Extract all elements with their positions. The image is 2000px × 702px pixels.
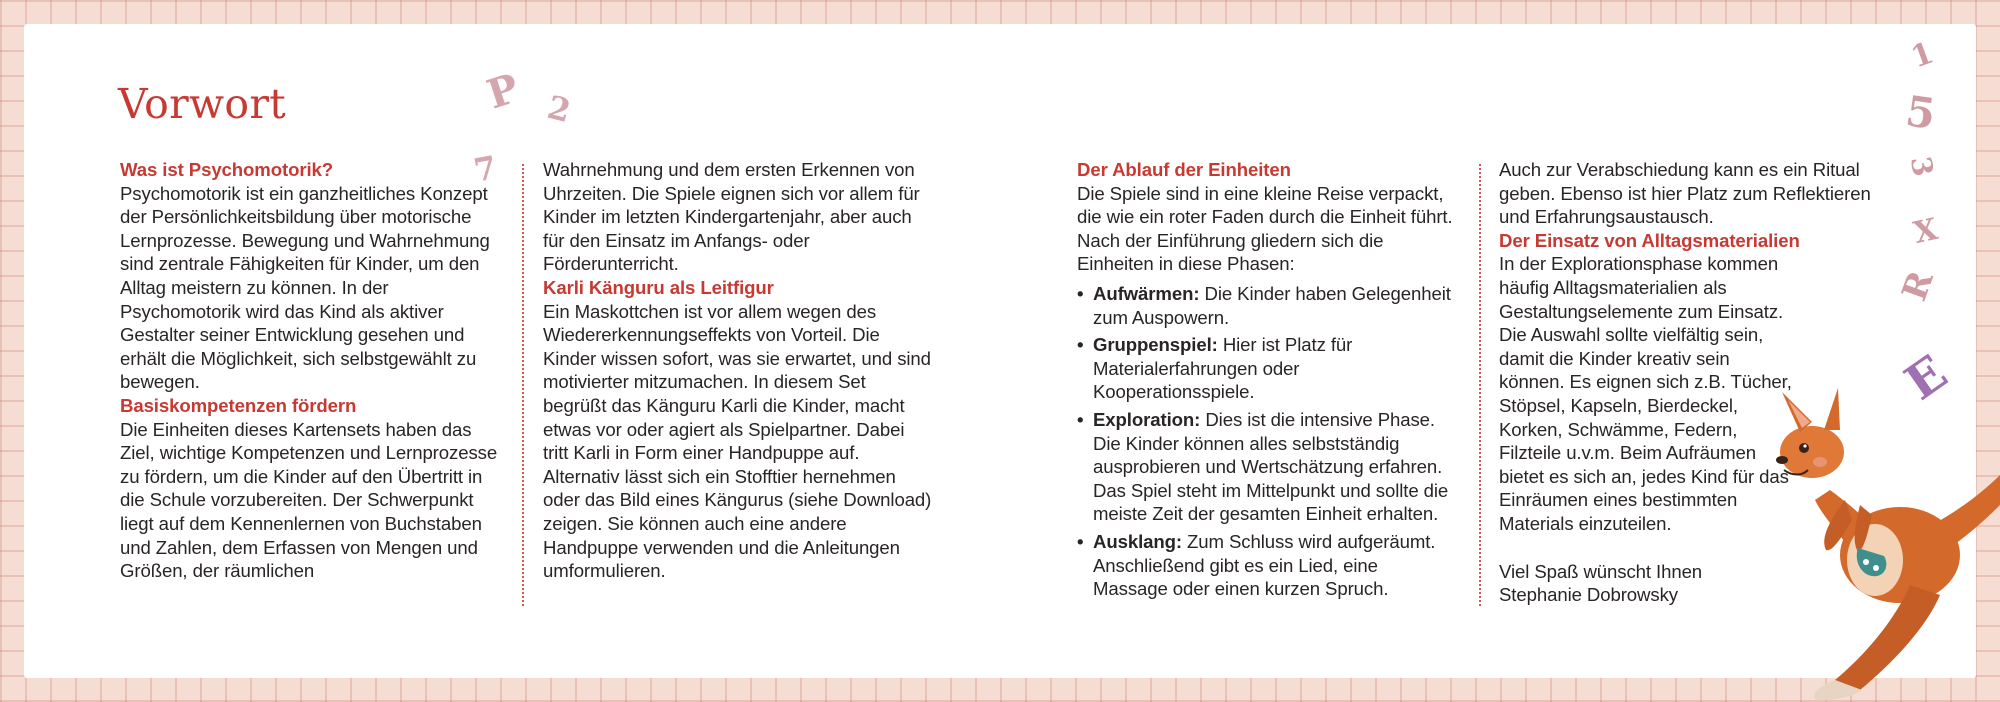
- phase-item: [1077, 333, 1457, 404]
- phase-term: Ausklang:: [1093, 530, 1182, 552]
- phase-term: Gruppenspiel:: [1093, 334, 1218, 356]
- deco-letter-e: E: [1895, 344, 1958, 412]
- phase-text: Hier ist Platz für Materialerfahrungen oder Kooperationsspiele.: [1093, 334, 1353, 403]
- phase-text: Dies ist die intensive Phase. Die Kinder können alles selbstständig ausprobieren und Wertschätzung erfahren. Das Spiel steht im Mittelpunkt und sollte die meiste Zeit der gesamten Einheit erhalten.: [1093, 408, 1449, 525]
- page-title: Vorwort: [118, 80, 287, 128]
- phase-item: [1077, 282, 1457, 329]
- column-divider-1: [522, 164, 524, 606]
- deco-number-7: 7: [470, 148, 500, 190]
- deco-letter-x: X: [1910, 211, 1941, 252]
- deco-number-1: 1: [1906, 35, 1939, 76]
- paragraph-wahrnehmung: Wahrnehmung und dem ersten Erkennen von Uhrzeiten. Die Spiele eignen sich vor allem für Kinder im letzten Kindergartenjahr, aber auch für den Einsatz im Anfangs- oder Förderunterricht.: [543, 159, 920, 275]
- phase-item: [1077, 530, 1457, 601]
- paragraph-ablauf: Die Spiele sind in eine kleine Reise verpackt, die wie ein roter Faden durch die Einheit führt. Nach der Einführung gliedern sich die Einheiten in diese Phasen:: [1077, 182, 1453, 275]
- deco-letter-r: R: [1894, 265, 1942, 307]
- phase-term: Aufwärmen:: [1093, 282, 1200, 304]
- phase-item: [1077, 408, 1457, 526]
- heading-basiskompetenzen: Basiskompetenzen fördern: [120, 394, 357, 416]
- heading-psychomotorik: Was ist Psychomotorik?: [120, 159, 334, 180]
- author-name: Stephanie Dobrowsky: [1499, 584, 1678, 606]
- deco-number-2: 2: [543, 87, 575, 131]
- heading-ablauf: Der Ablauf der Einheiten: [1077, 159, 1291, 180]
- deco-number-3: 3: [1903, 154, 1940, 179]
- paragraph-psychomotorik: Psychomotorik ist ein ganzheitliches Konzept der Persönlichkeitsbildung über motorische Lernprozesse. Bewegung und Wahrnehmung sind zentrale Fähigkeiten für Kinder, um den Alltag meistern zu können. In der Psychomotorik wird das Kind als aktiver Gestalter seiner Entwicklung gesehen und erhält die Möglichkeit, sich selbstgewählt zu bewegen.: [120, 182, 490, 393]
- phase-text: Die Kinder haben Gelegenheit zum Auspowern.: [1093, 282, 1451, 328]
- closing-line: Viel Spaß wünscht Ihnen: [1499, 560, 1703, 582]
- deco-letter-p: P: [481, 64, 525, 119]
- paragraph-verabschiedung: Auch zur Verabschiedung kann es ein Ritual geben. Ebenso ist hier Platz zum Reflektieren und Erfahrungsaustausch.: [1499, 159, 1871, 228]
- phase-term: Exploration:: [1093, 408, 1201, 430]
- kangaroo-nose: [1776, 456, 1788, 464]
- phase-list: [1077, 282, 1457, 601]
- column-2: [543, 158, 933, 583]
- deco-number-5: 5: [1902, 86, 1939, 139]
- paragraph-alltagsmaterialien: In der Explorationsphase kommen häufig Alltagsmaterialien als Gestaltungselemente zum Einsatz. Die Auswahl sollte vielfältig sein, damit die Kinder kreativ sein können. Es eignen sich z.B. Tücher, Stöpsel, Kapseln, Bierdeckel, Korken, Schwämme, Federn, Filzteile u.v.m. Beim Aufräumen bietet es sich an, jedes Kind für das Einräumen eines bestimmten Materials einzuteilen.: [1499, 253, 1792, 534]
- column-3: [1077, 158, 1457, 601]
- kangaroo-eye: [1799, 443, 1809, 453]
- heading-alltagsmaterialien: Der Einsatz von Alltagsmaterialien: [1499, 229, 1800, 251]
- column-1: [120, 158, 500, 583]
- kangaroo-ear-right: [1824, 388, 1840, 430]
- column-divider-2: [1479, 164, 1481, 606]
- kangaroo-head: [1780, 426, 1844, 478]
- kangaroo-illustration: [1760, 380, 2000, 702]
- phase-text: Zum Schluss wird aufgeräumt. Anschließend gibt es ein Lied, eine Massage oder einen kurzen Spruch.: [1093, 530, 1436, 600]
- paragraph-basiskompetenzen: Die Einheiten dieses Kartensets haben das Ziel, wichtige Kompetenzen und Lernprozesse zu fördern, um die Kinder auf den Übertritt in die Schule vorzubereiten. Der Schwerpunkt liegt auf dem Kennenlernen von Buchstaben und Zahlen, dem Erfassen von Mengen und Größen, der räumlichen: [120, 418, 498, 582]
- heading-karli: Karli Känguru als Leitfigur: [543, 276, 774, 298]
- paragraph-karli: Ein Maskottchen ist vor allem wegen des Wiedererkennungseffekts von Vorteil. Die Kinder wissen sofort, was sie erwartet, und sind motivierter mitzumachen. In diesem Set begrüßt das Känguru Karli die Kinder, macht etwas vor oder agiert als Spielpartner. Dabei tritt Karli in Form einer Handpuppe auf. Alternativ lässt sich ein Stofftier hernehmen oder das Bild eines Kängurus (siehe Download) zeigen. Sie können auch eine andere Handpuppe verwenden und die Anleitungen umformulieren.: [543, 300, 932, 582]
